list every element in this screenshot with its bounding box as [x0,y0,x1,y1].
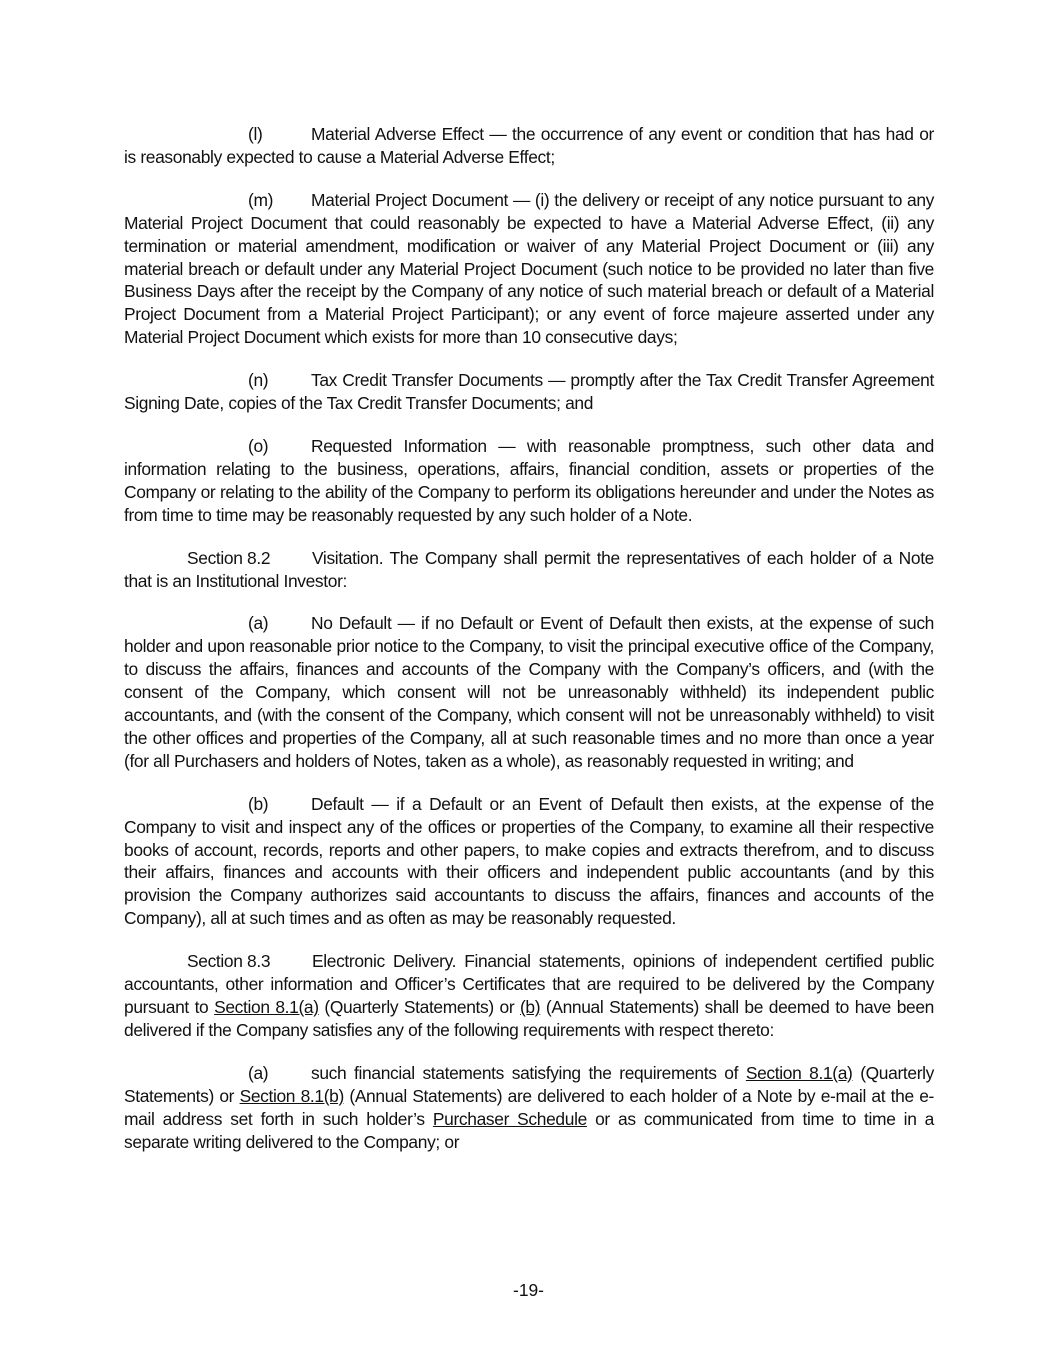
paragraph-8-2-a [124,612,934,772]
item-heading: Material Project Document [311,189,509,210]
section-text: . The Company shall permit the representatives of each holder of a Note that is an Institutional Investor: [124,547,934,591]
section-8-2 [124,547,934,593]
item-heading: Tax Credit Transfer Documents [311,370,543,391]
cross-reference-link[interactable]: Section 8.1(a) [214,997,319,1017]
item-text: — with reasonable promptness, such other data and information relating to the business, operations, affairs, financial condition, assets or properties of the Company or relating to the ability of the Company to perform its obligations hereunder and under the Notes as from time to time may be reasonably requested by any such holder of a Note. [124,435,934,525]
item-heading: Requested Information [311,435,487,456]
page-number: -19- [513,1280,544,1300]
section-number: Section 8.2 [187,547,271,568]
item-number: (m) [248,189,274,210]
item-text: (Quarterly Statements) or [124,1062,935,1106]
paragraph-m [124,189,934,349]
item-number: (n) [248,370,269,391]
cross-reference-link[interactable]: Section 8.1(a) [745,1062,853,1083]
section-number: Section 8.3 [187,951,271,972]
item-number: (l) [248,124,263,144]
section-text: (Annual Statements) shall be deemed to have been delivered if the Company satisfies any of the following requirements with respect thereto: [124,997,934,1040]
paragraph-n [124,369,934,415]
item-heading: Material Adverse Effect [311,124,484,144]
paragraph-8-3-a [124,1062,934,1154]
item-text: or as communicated from time to time in a separate writing delivered to the Company; or [124,1108,935,1152]
item-number: (o) [248,435,269,456]
item-text: (Annual Statements) are delivered to each holder of a Note by e-mail at the e-mail address set forth in such holder’s [124,1085,934,1129]
paragraph-8-2-b [124,793,934,930]
item-heading: No Default [311,613,392,634]
document-body [124,123,934,1153]
item-text: — (i) the delivery or receipt of any notice pursuant to any Material Project Document that could reasonably be expected to have a Material Adverse Effect, (ii) any termination or material amendment, modification or waiver of any Material Project Document or (iii) any material breach or default under any Material Project Document (such notice to be provided no later than five Business Days after the receipt by the Company of any notice of such material breach or default of a Material Project Document from a Material Project Participant); or any event of force majeure asserted under any Material Project Document which exists for more than 10 consecutive days; [124,189,935,348]
paragraph-o [124,435,934,527]
item-text: — if a Default or an Event of Default then exists, at the expense of the Company to visit and inspect any of the offices or properties of the Company, to examine all their respective books of account, records, reports and other papers, to make copies and extracts therefrom, and to discuss their affairs, finances and accounts with their officers and independent public accountants (and by this provision the Company authorizes said accountants to discuss the affairs, finances and accounts of the Company), all at such times and as often as may be reasonably requested. [124,793,934,929]
paragraph-l [124,123,934,169]
cross-reference-link[interactable]: (b) [519,997,541,1017]
item-text: — the occurrence of any event or condition that has had or is reasonably expected to cause a Material Adverse Effect; [124,124,934,167]
cross-reference-link[interactable]: Section 8.1(b) [239,1085,344,1106]
item-number: (a) [248,613,269,634]
item-text: — if no Default or Event of Default then exists, at the expense of such holder and upon reasonable prior notice to the Company, to visit the principal executive office of the Company, to discuss the affairs, finances and accounts of the Company with the Company’s officers, and (with the consent of the Company, which consent will not be unreasonably withheld) its independent public accountants, and (with the consent of the Company, which consent will not be unreasonably withheld) to visit the other offices and properties of the Company, all at such reasonable times and no more than once a year (for all Purchasers and holders of Notes, taken as a whole), as reasonably requested in writing; and [124,613,934,771]
section-text: (Quarterly Statements) or [318,997,520,1017]
cross-reference-link[interactable]: Purchaser Schedule [432,1108,587,1129]
item-number: (b) [248,793,269,814]
section-text: . Financial statements, opinions of independent certified public accountants, other information and Officer’s Certificates that are required to be delivered by the Company pursuant to [124,951,934,1017]
item-number: (a) [248,1062,269,1083]
section-heading: Electronic Delivery [312,951,452,972]
item-text: such financial statements satisfying the requirements of [311,1062,746,1083]
section-heading: Visitation [312,547,379,568]
item-text: — promptly after the Tax Credit Transfer Agreement Signing Date, copies of the Tax Credit Transfer Documents; and [124,370,934,414]
item-heading: Default [311,793,364,814]
section-8-3 [124,950,934,1042]
